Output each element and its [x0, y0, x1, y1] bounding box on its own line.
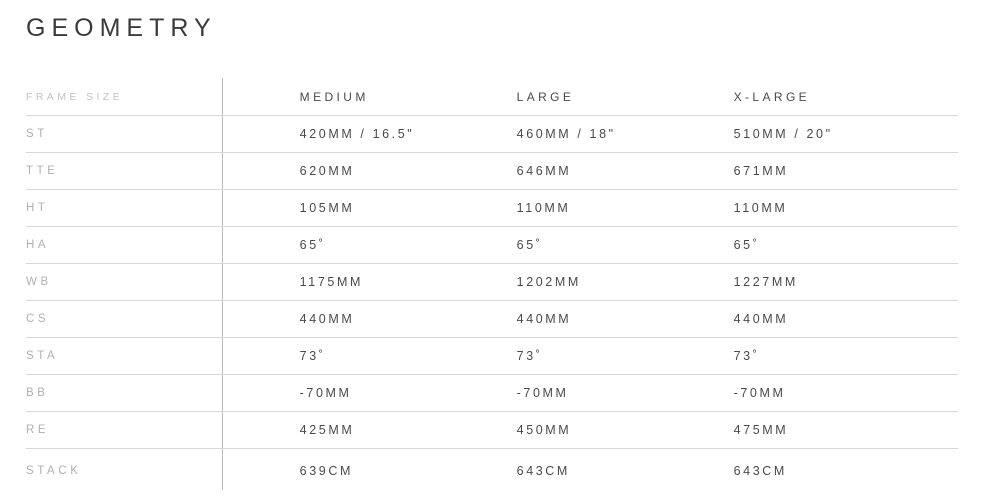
cell-sta-large: 73˚ — [517, 338, 734, 375]
cell-re-xlarge: 475MM — [734, 412, 958, 449]
cell-stack-xlarge: 643CM — [733, 464, 787, 478]
cell-stack-medium: 639CM — [299, 464, 353, 478]
row-label-re: RE — [26, 412, 300, 449]
cell-sta-xlarge: 73˚ — [734, 338, 958, 375]
table-row — [26, 227, 958, 264]
table-row — [26, 264, 958, 301]
cell-cs-xlarge: 440MM — [734, 301, 958, 338]
cell-tte-medium: 620MM — [300, 153, 517, 190]
table-row — [26, 116, 958, 153]
cell-ht-xlarge: 110MM — [734, 190, 958, 227]
row-label-st: ST — [26, 116, 300, 153]
cell-st-large: 460MM / 18" — [517, 116, 734, 153]
cell-st-xlarge: 510MM / 20" — [734, 116, 958, 153]
header-frame-size: FRAME SIZE — [26, 78, 300, 116]
cell-cs-medium: 440MM — [300, 301, 517, 338]
table-row — [26, 190, 958, 227]
geometry-table-wrapper — [26, 78, 958, 493]
header-size-xlarge: X-LARGE — [734, 78, 958, 116]
table-row — [26, 412, 958, 449]
cell-re-medium: 425MM — [300, 412, 517, 449]
row-label-cs: CS — [26, 301, 300, 338]
header-size-medium: MEDIUM — [300, 78, 517, 116]
row-label-ht: HT — [26, 190, 300, 227]
table-row — [26, 375, 958, 412]
cell-wb-medium: 1175MM — [300, 264, 517, 301]
cell-tte-large: 646MM — [517, 153, 734, 190]
row-label-sta: STA — [26, 338, 300, 375]
table-header-row — [26, 78, 958, 116]
cell-tte-xlarge: 671MM — [734, 153, 958, 190]
table-row — [26, 153, 958, 190]
table-row — [26, 449, 958, 494]
cell-ha-large: 65˚ — [517, 227, 734, 264]
cell-bb-xlarge: -70MM — [734, 375, 958, 412]
cell-bb-large: -70MM — [517, 375, 734, 412]
row-label-wb: WB — [26, 264, 300, 301]
cell-re-large: 450MM — [517, 412, 734, 449]
table-row — [26, 338, 958, 375]
cell-ha-medium: 65˚ — [300, 227, 517, 264]
cell-ht-large: 110MM — [517, 190, 734, 227]
cell-ht-medium: 105MM — [300, 190, 517, 227]
cell-wb-xlarge: 1227MM — [734, 264, 958, 301]
cell-cs-large: 440MM — [517, 301, 734, 338]
row-label-bb: BB — [26, 375, 300, 412]
table-body — [26, 116, 958, 494]
cell-stack-large: 643CM — [516, 464, 570, 478]
header-size-large: LARGE — [517, 78, 734, 116]
row-label-ha: HA — [26, 227, 300, 264]
cell-ha-xlarge: 65˚ — [734, 227, 958, 264]
cell-st-medium: 420MM / 16.5" — [300, 116, 517, 153]
row-label-stack: STACK — [26, 465, 82, 477]
row-label-tte: TTE — [26, 153, 300, 190]
table-row — [26, 301, 958, 338]
geometry-table — [26, 78, 958, 493]
cell-wb-large: 1202MM — [517, 264, 734, 301]
page-title: GEOMETRY — [26, 14, 217, 42]
cell-sta-medium: 73˚ — [300, 338, 517, 375]
cell-bb-medium: -70MM — [300, 375, 517, 412]
